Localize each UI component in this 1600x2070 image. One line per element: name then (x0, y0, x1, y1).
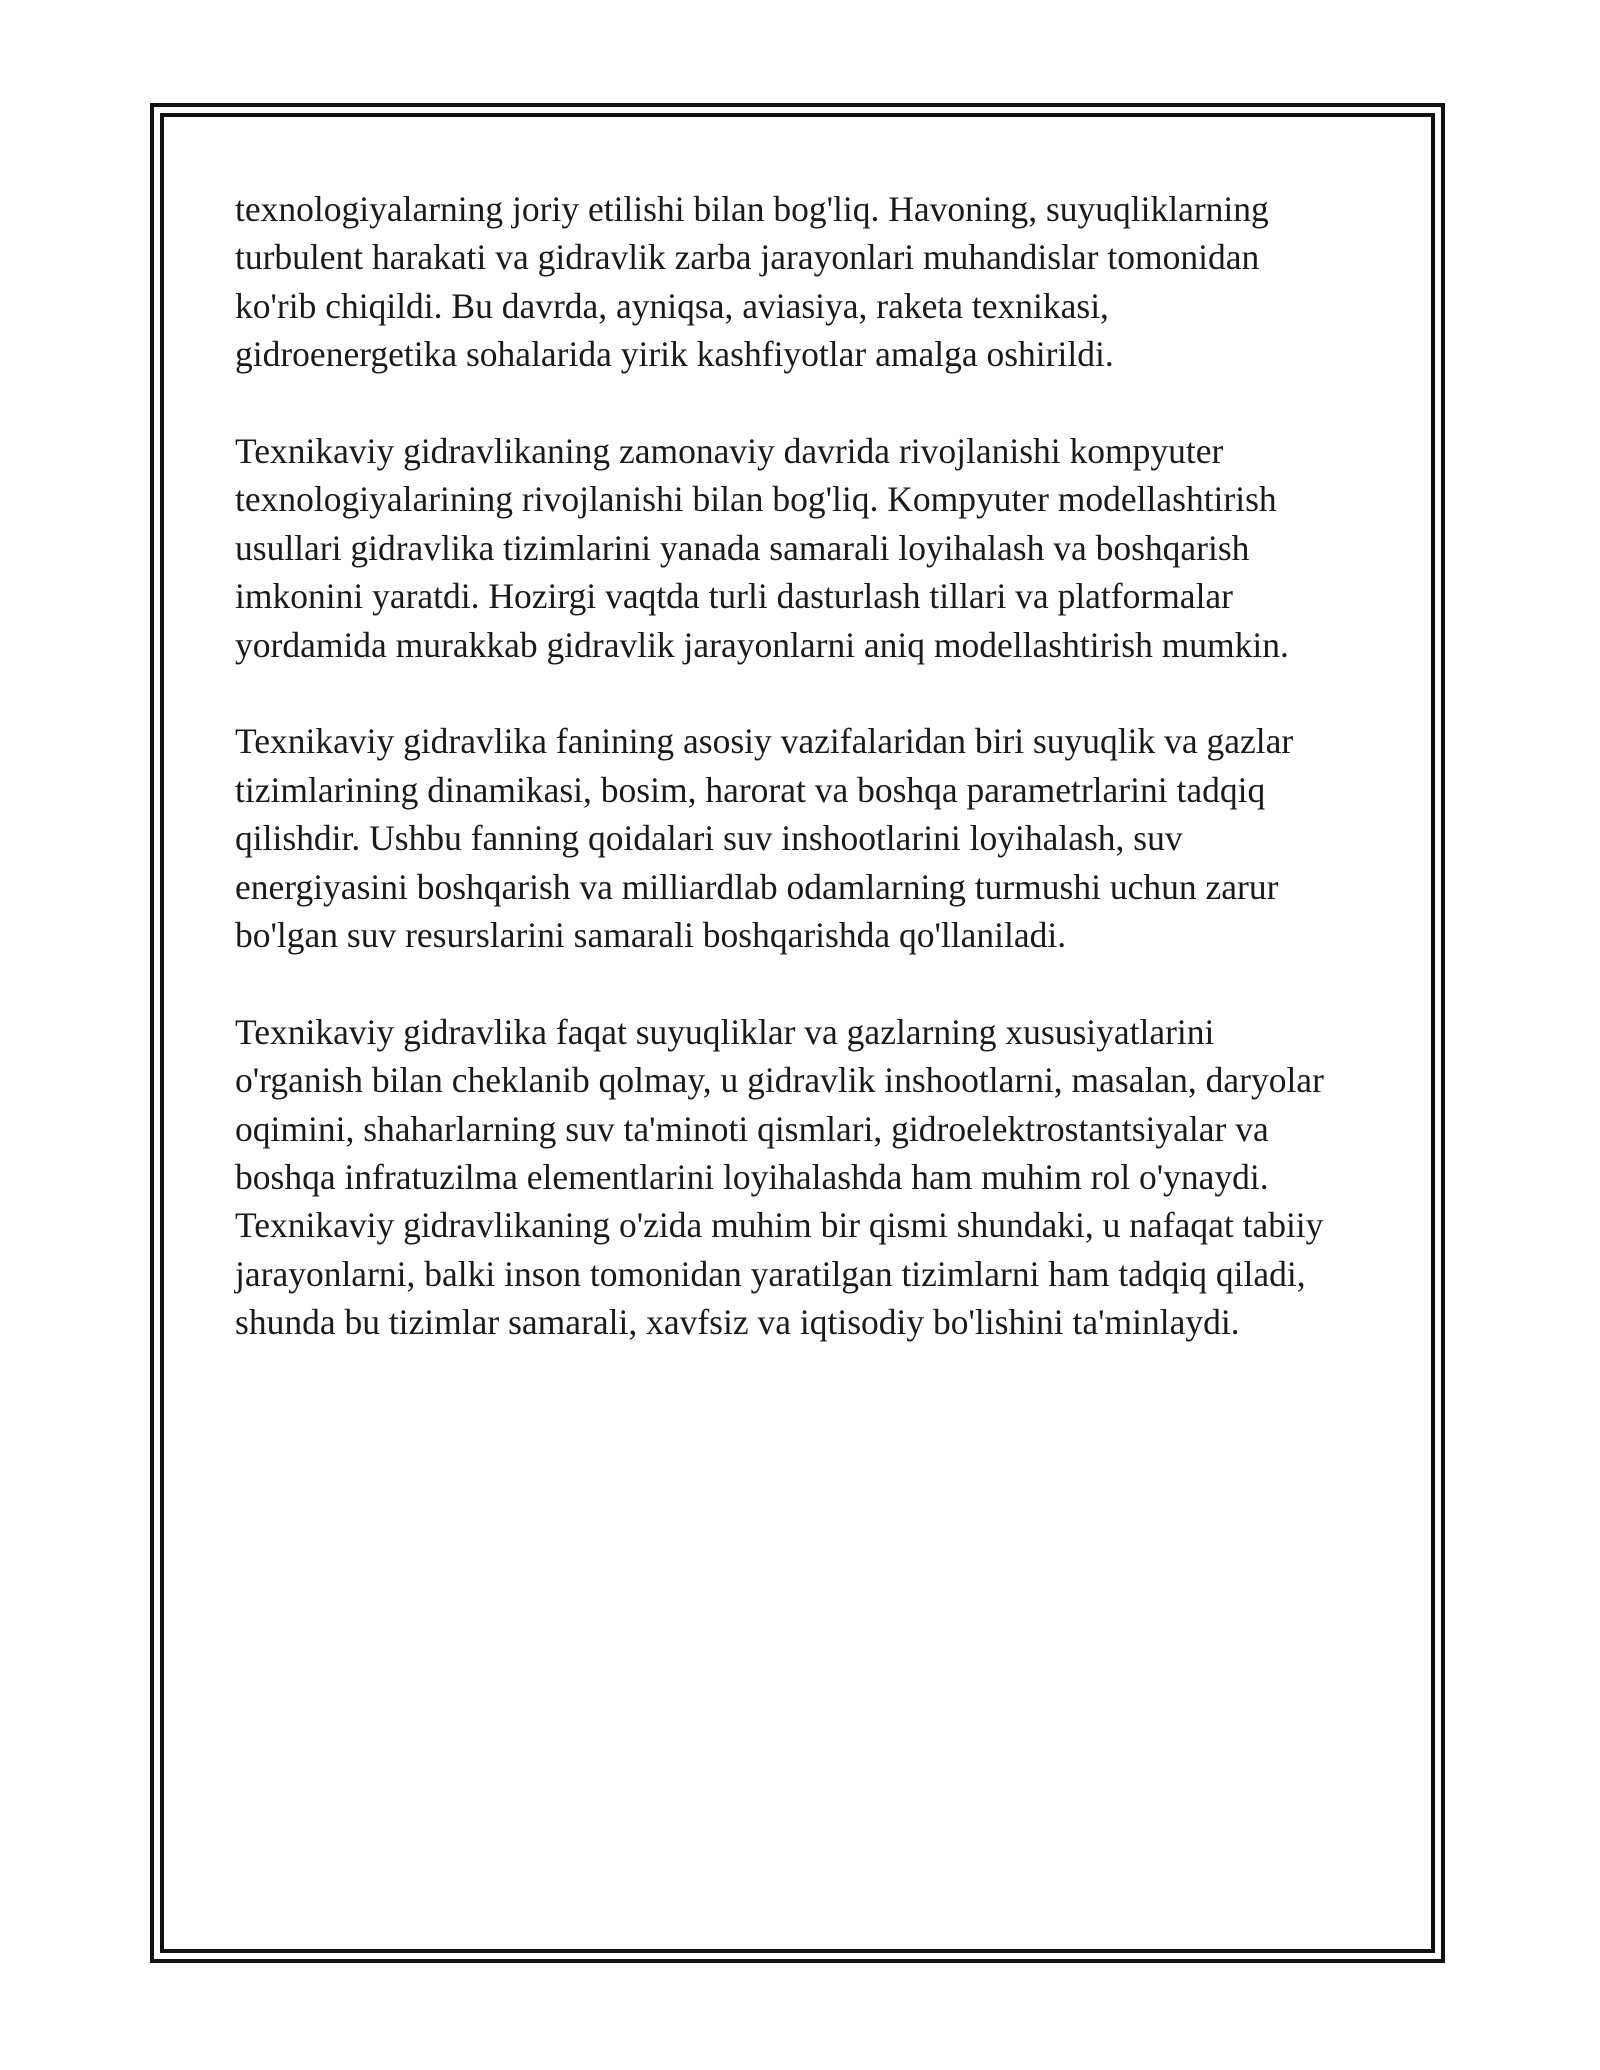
text-line: gidroenergetika sohalarida yirik kashfiyotlar amalga oshirildi. (235, 334, 1114, 375)
text-line: Texnikaviy gidravlikaning o'zida muhim bir qismi shundaki, u nafaqat tabiiy (235, 1205, 1324, 1246)
text-line: imkonini yaratdi. Hozirgi vaqtda turli dasturlash tillari va platformalar (235, 576, 1234, 617)
text-line: oqimini, shaharlarning suv ta'minoti qismlari, gidroelektrostantsiyalar va (235, 1108, 1269, 1149)
text-line: energiyasini boshqarish va milliardlab odamlarning turmushi uchun zarur (235, 866, 1279, 907)
text-line: turbulent harakati va gidravlik zarba jarayonlari muhandislar tomonidan (235, 237, 1260, 278)
text-line: Texnikaviy gidravlika faqat suyuqliklar va gazlarning xususiyatlarini (235, 1011, 1215, 1052)
text-line: Texnikaviy gidravlikaning zamonaviy davrida rivojlanishi kompyuter (235, 431, 1224, 472)
paragraph-1 (235, 185, 1375, 379)
paragraph-3 (235, 717, 1375, 959)
text-line: ko'rib chiqildi. Bu davrda, ayniqsa, aviasiya, raketa texnikasi, (235, 285, 1109, 326)
text-line: boshqa infratuzilma elementlarini loyihalashda ham muhim rol o'ynaydi. (235, 1157, 1269, 1198)
text-line: Texnikaviy gidravlika fanining asosiy vazifalaridan biri suyuqlik va gazlar (235, 721, 1294, 762)
text-line: texnologiyalarning joriy etilishi bilan bog'liq. Havoning, suyuqliklarning (235, 189, 1269, 229)
text-line: bo'lgan suv resurslarini samarali boshqarishda qo'llaniladi. (235, 915, 1067, 956)
text-line: usullari gidravlika tizimlarini yanada samarali loyihalash va boshqarish (235, 527, 1250, 568)
paragraph-4 (235, 1008, 1375, 1347)
text-line: o'rganish bilan cheklanib qolmay, u gidravlik inshootlarni, masalan, daryolar (235, 1060, 1324, 1101)
text-line: texnologiyalarining rivojlanishi bilan bog'liq. Kompyuter modellashtirish (235, 479, 1277, 520)
text-line: yordamida murakkab gidravlik jarayonlarni aniq modellashtirish mumkin. (235, 624, 1289, 665)
text-line: jarayonlarni, balki inson tomonidan yaratilgan tizimlarni ham tadqiq qiladi, (235, 1253, 1306, 1294)
paragraph-2 (235, 427, 1375, 669)
text-line: tizimlarining dinamikasi, bosim, harorat va boshqa parametrlarini tadqiq (235, 769, 1266, 810)
document-body (235, 185, 1375, 1395)
text-line: shunda bu tizimlar samarali, xavfsiz va iqtisodiy bo'lishini ta'minlaydi. (235, 1302, 1240, 1343)
text-line: qilishdir. Ushbu fanning qoidalari suv inshootlarini loyihalash, suv (235, 818, 1183, 859)
